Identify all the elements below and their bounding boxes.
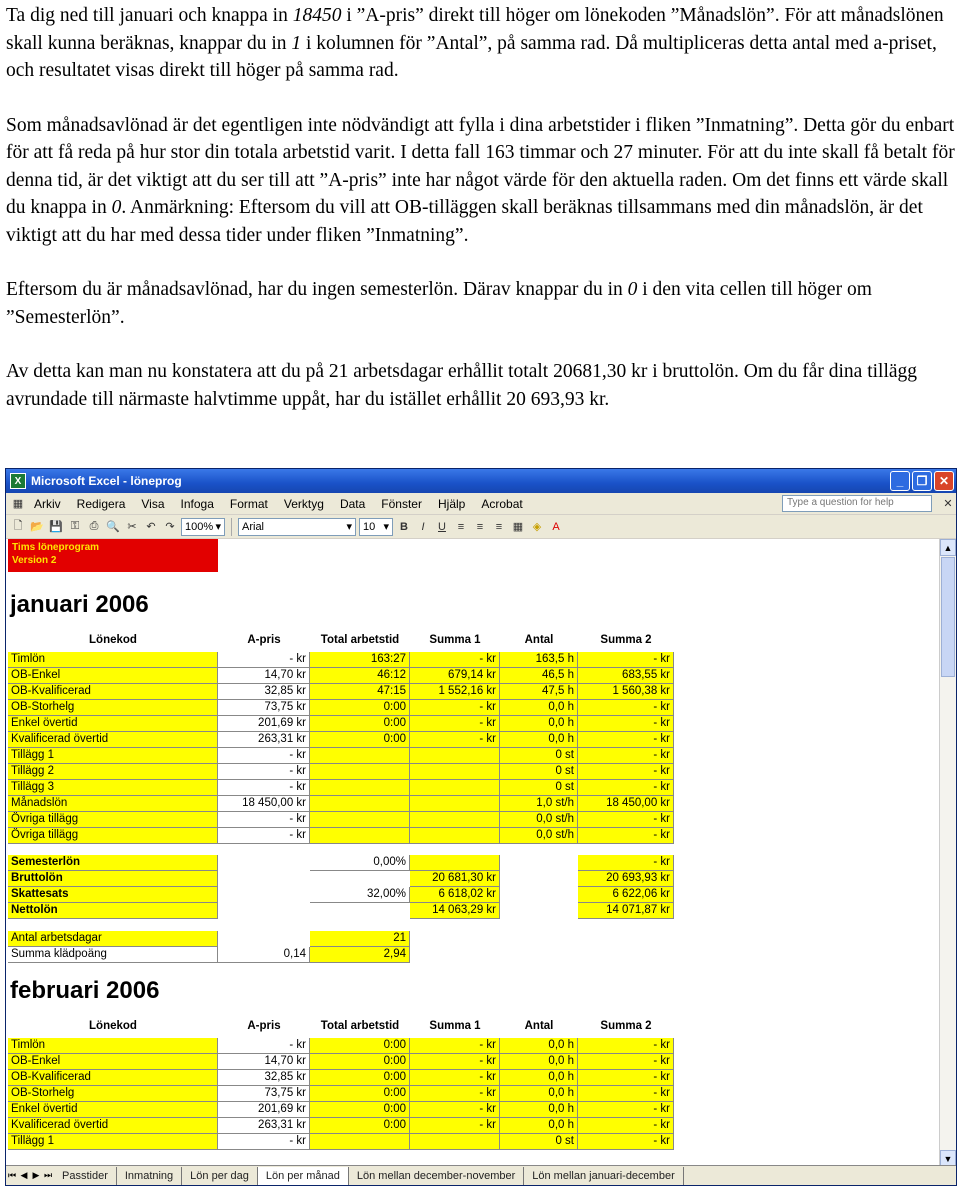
table-cell[interactable]: 0 st [500, 780, 578, 796]
table-cell[interactable]: OB-Kvalificerad [8, 684, 218, 700]
table-cell[interactable] [410, 1134, 500, 1150]
table-cell[interactable]: - kr [410, 1054, 500, 1070]
table-row [8, 684, 944, 700]
table-cell[interactable]: 0:00 [310, 1038, 410, 1054]
table-cell[interactable]: 0:00 [310, 1054, 410, 1070]
table-row [8, 1134, 944, 1150]
table-cell[interactable]: - kr [578, 1118, 674, 1134]
table-cell[interactable]: - kr [218, 764, 310, 780]
prev-sheet-icon[interactable]: ◀ [20, 1170, 28, 1180]
summary-sum1 [410, 855, 500, 871]
summary-rate[interactable]: 32,00% [310, 887, 410, 903]
column-header: Total arbetstid [320, 1020, 400, 1032]
table-row [8, 780, 944, 796]
table-cell[interactable]: Kvalificerad övertid [8, 1118, 218, 1134]
table-cell[interactable]: - kr [578, 812, 674, 828]
table-cell[interactable]: - kr [578, 700, 674, 716]
table-cell[interactable]: 0,0 h [500, 1070, 578, 1086]
menu-item[interactable]: Data [339, 496, 366, 511]
first-sheet-icon[interactable]: ⏮ [7, 1170, 17, 1180]
align-right-icon[interactable]: ≡ [495, 520, 503, 533]
table-cell[interactable]: - kr [218, 652, 310, 668]
spacer [500, 871, 578, 887]
table-row [8, 1054, 944, 1070]
table-cell[interactable]: Tillägg 2 [8, 764, 218, 780]
column-header: Summa 2 [600, 1020, 652, 1032]
spacer [500, 887, 578, 903]
table-cell[interactable]: Övriga tillägg [8, 812, 218, 828]
italic-icon[interactable]: I [421, 520, 425, 533]
summary-label: Semesterlön [8, 855, 218, 871]
spacer [218, 903, 310, 919]
summary-rate [310, 871, 410, 887]
font-select[interactable]: Arial ▾ [238, 518, 356, 536]
window-title: Microsoft Excel - löneprog [31, 474, 182, 488]
paragraph: Ta dig ned till januari och knappa in 18450 i ”A-pris” direkt till höger om lönekoden ”Månadslön”. För att månadslönen skall kunna beräknas, knappar du in 1 i kolumnen för ”Antal”, på samma rad. Då multipliceras detta antal med a-priset, och resultatet visas direkt till höger på samma rad. [6, 5, 944, 81]
table-cell[interactable]: 0,0 h [500, 716, 578, 732]
font-color-icon[interactable]: A [552, 520, 560, 533]
spacer [218, 855, 310, 871]
table-cell[interactable]: - kr [578, 1038, 674, 1054]
sheet-tab[interactable]: Passtider [54, 1167, 117, 1185]
table-cell[interactable]: 14,70 kr [218, 668, 310, 684]
spacer [218, 887, 310, 903]
table-row [8, 716, 944, 732]
menu-item[interactable]: Format [229, 496, 268, 511]
sheet-tab-bar [6, 1165, 956, 1185]
document-text [6, 2, 956, 413]
summary-label: Bruttolön [8, 871, 218, 887]
table-cell[interactable]: Enkel övertid [8, 716, 218, 732]
table-cell[interactable]: - kr [410, 652, 500, 668]
table-cell[interactable]: - kr [578, 732, 674, 748]
month-title: februari 2006 [10, 977, 160, 1004]
last-sheet-icon[interactable]: ⏭ [43, 1170, 53, 1180]
summary-sum1: 14 063,29 kr [410, 903, 500, 919]
column-header: Lönekod [89, 1020, 137, 1032]
table-row [8, 668, 944, 684]
table-row [8, 1102, 944, 1118]
table-cell[interactable]: 0,0 h [500, 1118, 578, 1134]
table-cell[interactable]: - kr [578, 1102, 674, 1118]
summary-rate [310, 903, 410, 919]
table-cell[interactable]: Tillägg 1 [8, 748, 218, 764]
summary-label: Skattesats [8, 887, 218, 903]
table-row [8, 700, 944, 716]
summary-row [8, 855, 944, 871]
table-cell[interactable]: Kvalificerad övertid [8, 732, 218, 748]
table-cell[interactable] [410, 796, 500, 812]
summary-row [8, 887, 944, 903]
menu-item[interactable]: Hjälp [437, 496, 466, 511]
table-cell[interactable]: 73,75 kr [218, 700, 310, 716]
table-cell[interactable]: - kr [218, 828, 310, 844]
table-row [8, 748, 944, 764]
sheet-tab[interactable]: Lön per dag [182, 1167, 258, 1185]
column-header: Total arbetstid [320, 634, 400, 646]
table-cell[interactable]: 0,0 h [500, 1086, 578, 1102]
column-header-row [8, 633, 944, 649]
table-cell[interactable]: 263,31 kr [218, 732, 310, 748]
new-icon[interactable]: 🗋 [13, 520, 23, 532]
paragraph: Eftersom du är månadsavlönad, har du ingen semesterlön. Därav knappar du in 0 i den vita cellen till höger om ”Semesterlön”. [6, 279, 872, 328]
table-cell[interactable]: 14,70 kr [218, 1054, 310, 1070]
table-cell[interactable]: 0:00 [310, 1070, 410, 1086]
workdays-label: Antal arbetsdagar [8, 931, 218, 947]
clothing-points-b: 2,94 [310, 947, 410, 963]
clothing-points-row [8, 947, 944, 963]
sheet-tab[interactable]: Lön per månad [258, 1167, 349, 1185]
table-cell[interactable]: 683,55 kr [578, 668, 674, 684]
minimize-icon[interactable]: _ [890, 471, 910, 491]
menu-item[interactable]: Infoga [180, 496, 214, 511]
summary-label: Nettolön [8, 903, 218, 919]
table-cell[interactable] [410, 780, 500, 796]
summary-sum2: 20 693,93 kr [578, 871, 674, 887]
table-cell[interactable]: 1 552,16 kr [410, 684, 500, 700]
table-cell[interactable]: 1 560,38 kr [578, 684, 674, 700]
table-cell[interactable]: 0,0 h [500, 1102, 578, 1118]
column-header: Antal [524, 1020, 554, 1032]
sheet-tab[interactable]: Inmatning [117, 1167, 182, 1185]
column-header: Summa 1 [429, 634, 481, 646]
summary-sum1: 20 681,30 kr [410, 871, 500, 887]
table-cell[interactable]: 163,5 h [500, 652, 578, 668]
table-cell[interactable]: 263,31 kr [218, 1118, 310, 1134]
table-cell[interactable]: 0,0 h [500, 700, 578, 716]
table-cell[interactable]: Månadslön [8, 796, 218, 812]
summary-sum2: 6 622,06 kr [578, 887, 674, 903]
clothing-points-a[interactable]: 0,14 [218, 947, 310, 963]
table-cell[interactable] [310, 780, 410, 796]
table-cell[interactable]: - kr [578, 748, 674, 764]
table-cell[interactable] [310, 764, 410, 780]
summary-sum1: 6 618,02 kr [410, 887, 500, 903]
table-cell[interactable]: 0 st [500, 1134, 578, 1150]
summary-sum2: 14 071,87 kr [578, 903, 674, 919]
table-cell[interactable]: 0,0 h [500, 1054, 578, 1070]
column-header: A-pris [247, 634, 281, 646]
permission-icon[interactable]: ⚿ [70, 520, 80, 532]
next-sheet-icon[interactable]: ▶ [32, 1170, 40, 1180]
table-cell[interactable]: - kr [410, 700, 500, 716]
table-row [8, 732, 944, 748]
table-cell[interactable]: - kr [410, 1118, 500, 1134]
align-left-icon[interactable]: ≡ [457, 520, 465, 533]
table-cell[interactable]: 0:00 [310, 1086, 410, 1102]
print-icon[interactable]: ⎙ [89, 520, 99, 532]
table-cell[interactable]: Enkel övertid [8, 1102, 218, 1118]
table-cell[interactable]: 47:15 [310, 684, 410, 700]
sheet-tab[interactable]: Lön mellan december-november [349, 1167, 524, 1185]
table-row [8, 1086, 944, 1102]
menu-item[interactable]: Verktyg [283, 496, 324, 511]
column-header: Summa 2 [600, 634, 652, 646]
table-cell[interactable]: 0,0 st/h [500, 812, 578, 828]
table-cell[interactable]: 201,69 kr [218, 716, 310, 732]
table-cell[interactable] [310, 828, 410, 844]
month-title: januari 2006 [10, 591, 149, 618]
title-bar [6, 469, 956, 493]
table-cell[interactable]: - kr [578, 1070, 674, 1086]
clothing-points-label: Summa klädpoäng [8, 947, 218, 963]
table-cell[interactable]: - kr [218, 748, 310, 764]
table-cell[interactable]: Tillägg 1 [8, 1134, 218, 1150]
table-cell[interactable]: 46,5 h [500, 668, 578, 684]
help-search-input[interactable]: Type a question for help [782, 495, 932, 512]
table-cell[interactable]: 0 st [500, 764, 578, 780]
table-cell[interactable]: Timlön [8, 1038, 218, 1054]
table-cell[interactable]: - kr [218, 812, 310, 828]
table-cell[interactable]: - kr [578, 1054, 674, 1070]
table-cell[interactable] [410, 748, 500, 764]
table-cell[interactable]: - kr [410, 1086, 500, 1102]
menu-item[interactable]: Acrobat [481, 496, 523, 511]
table-cell[interactable]: Tillägg 3 [8, 780, 218, 796]
workdays-row [8, 931, 944, 947]
table-row [8, 812, 944, 828]
program-version: Version 2 [12, 555, 57, 566]
table-cell[interactable] [410, 812, 500, 828]
table-cell[interactable]: 32,85 kr [218, 684, 310, 700]
table-cell[interactable] [310, 812, 410, 828]
program-title: Tims löneprogram [12, 542, 100, 553]
table-cell[interactable]: - kr [578, 652, 674, 668]
table-cell[interactable]: - kr [578, 1086, 674, 1102]
align-center-icon[interactable]: ≡ [476, 520, 484, 533]
table-cell[interactable]: 679,14 kr [410, 668, 500, 684]
redo-icon[interactable]: ↷ [165, 521, 175, 533]
table-cell[interactable]: 0:00 [310, 716, 410, 732]
table-cell[interactable]: 0,0 h [500, 732, 578, 748]
table-cell[interactable]: 0:00 [310, 1102, 410, 1118]
table-row [8, 1038, 944, 1054]
table-cell[interactable]: - kr [410, 716, 500, 732]
sheet-tab[interactable]: Lön mellan januari-december [524, 1167, 683, 1185]
spacer [500, 903, 578, 919]
table-cell[interactable]: 0,0 st/h [500, 828, 578, 844]
spacer [218, 871, 310, 887]
table-cell[interactable]: Övriga tillägg [8, 828, 218, 844]
fill-color-icon[interactable]: ◈ [532, 521, 542, 533]
column-header: Lönekod [89, 634, 137, 646]
menu-bar [6, 493, 956, 515]
table-cell[interactable]: 0,0 h [500, 1038, 578, 1054]
column-header: Summa 1 [429, 1020, 481, 1032]
bold-icon[interactable]: B [400, 520, 408, 533]
menu-item[interactable]: Arkiv [34, 496, 61, 511]
table-cell[interactable]: 163:27 [310, 652, 410, 668]
table-cell[interactable]: - kr [218, 780, 310, 796]
font-size-select[interactable]: 10 ▾ [359, 518, 393, 536]
workdays-value: 21 [310, 931, 410, 947]
table-cell[interactable]: Timlön [8, 652, 218, 668]
excel-app-icon: X [10, 473, 26, 489]
spacer [218, 931, 310, 947]
print-preview-icon[interactable]: 🔍 [106, 521, 120, 533]
summary-row [8, 871, 944, 887]
spacer [500, 855, 578, 871]
column-header-row [8, 1019, 944, 1035]
toolbar [6, 515, 956, 539]
table-cell[interactable]: 73,75 kr [218, 1086, 310, 1102]
table-cell[interactable]: - kr [578, 780, 674, 796]
table-cell[interactable]: 0 st [500, 748, 578, 764]
table-row [8, 764, 944, 780]
vertical-scrollbar[interactable] [939, 539, 956, 1167]
table-cell[interactable]: OB-Kvalificerad [8, 1070, 218, 1086]
table-cell[interactable]: 0:00 [310, 1118, 410, 1134]
table-cell[interactable]: 46:12 [310, 668, 410, 684]
table-cell[interactable] [310, 1134, 410, 1150]
excel-window [5, 468, 957, 1186]
close-icon[interactable]: ✕ [934, 471, 954, 491]
summary-rate[interactable]: 0,00% [310, 855, 410, 871]
open-icon[interactable]: 📂 [30, 521, 44, 533]
table-cell[interactable]: - kr [410, 1038, 500, 1054]
table-row [8, 1118, 944, 1134]
table-cell[interactable] [410, 828, 500, 844]
restore-icon[interactable]: ❐ [912, 471, 932, 491]
table-cell[interactable]: - kr [410, 1102, 500, 1118]
menu-item[interactable]: Visa [141, 496, 165, 511]
table-row [8, 796, 944, 812]
document-icon: ▦ [12, 498, 24, 510]
program-title-box [8, 539, 218, 572]
table-row [8, 652, 944, 668]
table-cell[interactable]: 47,5 h [500, 684, 578, 700]
summary-row [8, 903, 944, 919]
scroll-thumb[interactable] [941, 557, 955, 677]
paragraph: Som månadsavlönad är det egentligen inte nödvändigt att fylla i dina arbetstider i fliken ”Inmatning”. Detta gör du enbart för att få reda på hur stor din totala arbetstid varit. I detta fall 163 timmar och 27 minuter. För att du inte skall få betalt för denna tid, är det viktigt att du ser till att ”A-pris” inte har något värde för den aktuella raden. Om det finns ett värde skall du knappa in 0. Anmärkning: Eftersom du vill att OB-tilläggen skall beräknas tillsammans med din månadslön, är det viktigt att du har med dessa tider under fliken ”Inmatning”. [6, 114, 955, 246]
table-cell[interactable]: OB-Enkel [8, 1054, 218, 1070]
table-cell[interactable]: - kr [218, 1134, 310, 1150]
table-cell[interactable]: 201,69 kr [218, 1102, 310, 1118]
paragraph: Av detta kan man nu konstatera att du på 21 arbetsdagar erhållit totalt 20681,30 kr i bruttolön. Om du får dina tillägg avrundade till närmaste halvtimme uppåt, har du istället erhållit 20 693,93 kr. [6, 361, 918, 410]
cut-icon[interactable]: ✂ [127, 521, 137, 533]
table-cell[interactable]: 32,85 kr [218, 1070, 310, 1086]
table-cell[interactable]: 18 450,00 kr [218, 796, 310, 812]
table-cell[interactable]: 0:00 [310, 732, 410, 748]
menu-item[interactable]: Fönster [381, 496, 422, 511]
underline-icon[interactable]: U [438, 520, 446, 533]
table-cell[interactable]: - kr [578, 1134, 674, 1150]
table-cell[interactable]: - kr [578, 716, 674, 732]
close-workbook-icon[interactable]: ✕ [943, 498, 953, 510]
zoom-select[interactable]: 100% ▾ [181, 518, 225, 536]
table-cell[interactable]: OB-Storhelg [8, 1086, 218, 1102]
table-cell[interactable]: - kr [578, 764, 674, 780]
table-cell[interactable]: - kr [218, 1038, 310, 1054]
save-icon[interactable]: 💾 [49, 521, 63, 533]
table-cell[interactable]: - kr [410, 1070, 500, 1086]
table-cell[interactable]: OB-Storhelg [8, 700, 218, 716]
summary-sum2: - kr [578, 855, 674, 871]
spreadsheet[interactable] [6, 539, 956, 1167]
column-header: A-pris [247, 1020, 281, 1032]
table-cell[interactable] [310, 796, 410, 812]
borders-icon[interactable]: ▦ [512, 521, 524, 533]
column-header: Antal [524, 634, 554, 646]
table-cell[interactable]: - kr [578, 828, 674, 844]
table-cell[interactable] [310, 748, 410, 764]
table-cell[interactable]: 0:00 [310, 700, 410, 716]
table-cell[interactable]: 1,0 st/h [500, 796, 578, 812]
menu-item[interactable]: Redigera [76, 496, 126, 511]
table-cell[interactable]: OB-Enkel [8, 668, 218, 684]
table-cell[interactable]: 18 450,00 kr [578, 796, 674, 812]
undo-icon[interactable]: ↶ [146, 521, 156, 533]
table-cell[interactable] [410, 764, 500, 780]
table-cell[interactable]: - kr [410, 732, 500, 748]
table-row [8, 1070, 944, 1086]
scroll-up-icon[interactable]: ▲ [940, 539, 956, 556]
scroll-down-icon[interactable]: ▼ [940, 1150, 956, 1167]
table-row [8, 828, 944, 844]
